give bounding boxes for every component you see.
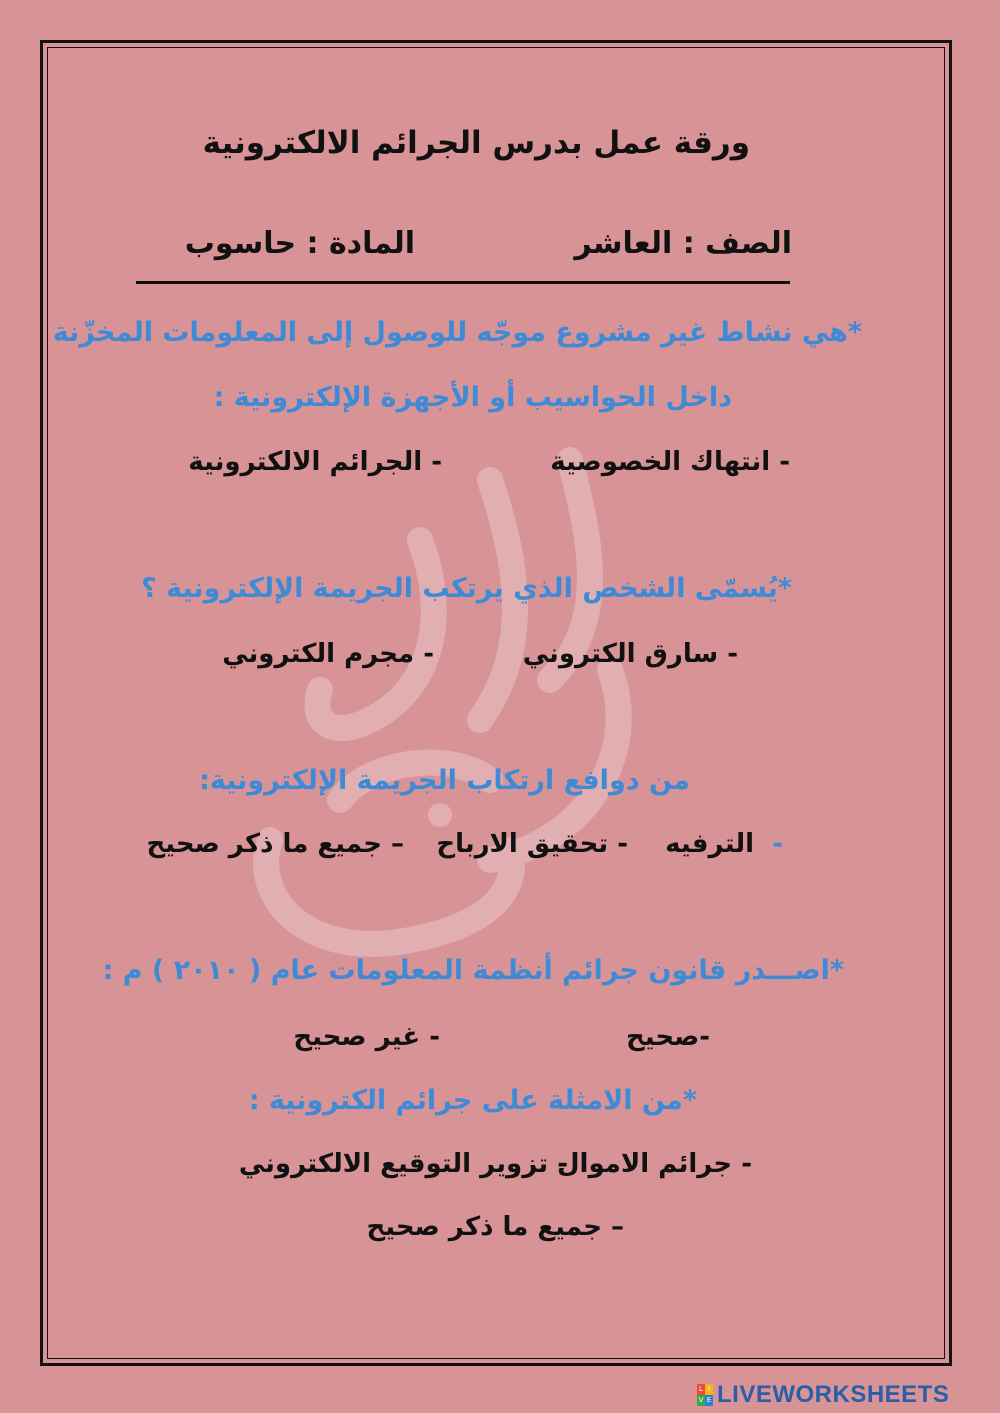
question-2: *يُسمّى الشخص الذي يرتكب الجريمة الإلكترونية ؟ <box>140 573 792 604</box>
question-3: من دوافع ارتكاب الجريمة الإلكترونية: <box>199 765 690 796</box>
q3-option-3[interactable]: – جميع ما ذكر صحيح <box>146 829 404 859</box>
q2-option-2[interactable]: - مجرم الكتروني <box>222 639 434 669</box>
question-1-line-1: *هي نشاط غير مشروع موجّه للوصول إلى المعلومات المخزّنة <box>52 317 862 348</box>
header-underline <box>136 281 790 284</box>
grade-label: الصف : العاشر <box>574 226 792 261</box>
subject-label: المادة : حاسوب <box>184 226 415 261</box>
q1-option-2[interactable]: - الجرائم الالكترونية <box>188 447 442 477</box>
q1-option-1[interactable]: - انتهاك الخصوصية <box>550 447 790 477</box>
question-1-line-2: داخل الحواسيب أو الأجهزة الإلكترونية : <box>213 382 732 413</box>
question-4: *اصـــدر قانون جرائم أنظمة المعلومات عام ( ٢٠١٠ ) م : <box>102 955 844 986</box>
q3-option-1[interactable]: الترفيه <box>665 829 754 859</box>
q5-option-1[interactable]: - جرائم الاموال <box>556 1149 752 1179</box>
q2-option-1[interactable]: - سارق الكتروني <box>522 639 738 669</box>
q5-option-3[interactable]: – جميع ما ذكر صحيح <box>366 1212 624 1242</box>
q4-option-2[interactable]: - غير صحيح <box>293 1022 440 1052</box>
question-5: *من الامثلة على جرائم الكترونية : <box>248 1085 697 1116</box>
logo-text: LIVEWORKSHEETS <box>717 1381 950 1408</box>
q3-bullet: - <box>772 829 783 859</box>
q5-option-2[interactable]: - تزوير التوقيع الالكتروني <box>238 1149 568 1179</box>
page-title: ورقة عمل بدرس الجرائم الالكترونية <box>202 125 750 161</box>
q4-option-1[interactable]: -صحيح <box>625 1022 710 1052</box>
liveworksheets-logo[interactable] <box>697 1382 949 1408</box>
logo-badge-icon: L I V E <box>698 1385 712 1404</box>
q3-option-2[interactable]: - تحقيق الارباح <box>436 829 628 859</box>
